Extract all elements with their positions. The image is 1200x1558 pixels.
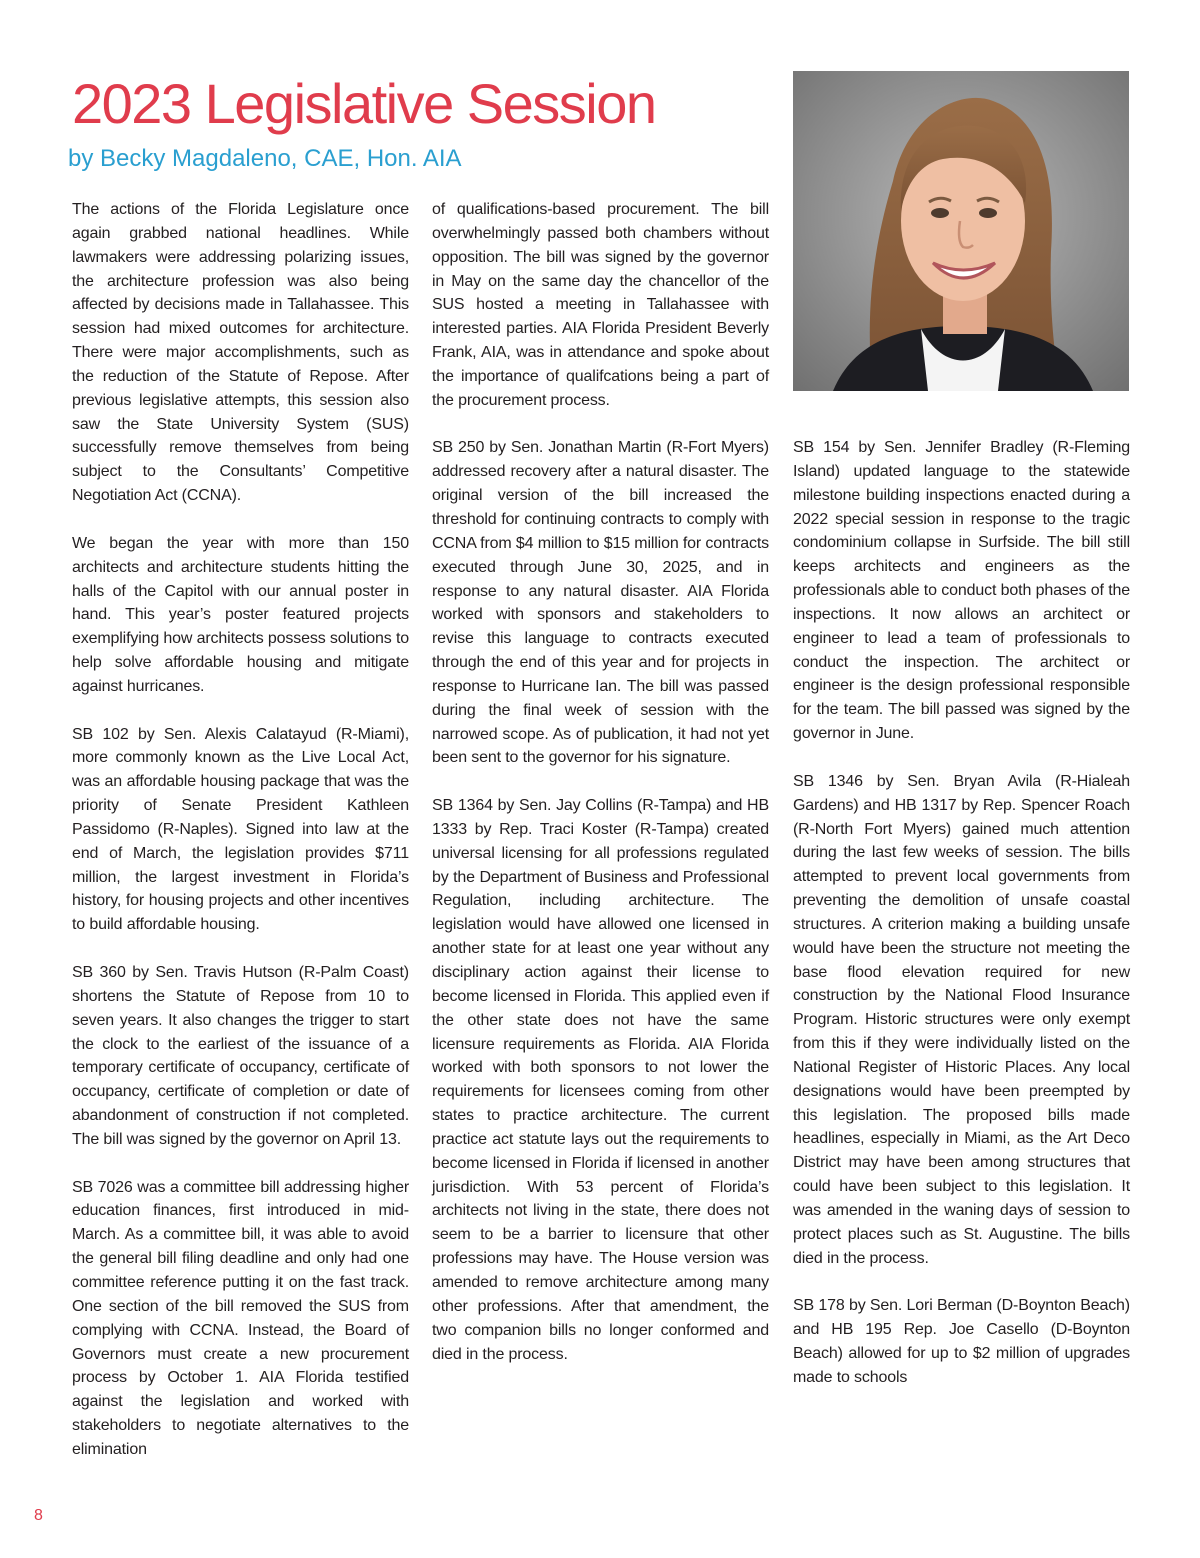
article-title: 2023 Legislative Session	[72, 72, 656, 135]
page-number: 8	[34, 1507, 43, 1524]
paragraph: SB 102 by Sen. Alexis Calatayud (R-Miami), more commonly known as the Live Local Act, was an affordable housing package that was the priority of Senate President Kathleen Passidomo (R-Naples). Signed into law at the end of March, the legislation provides $711 million, the largest investment in Florida’s history, for housing projects and other incentives to build affordable housing.	[72, 725, 409, 934]
paragraph: SB 154 by Sen. Jennifer Bradley (R-Fleming Island) updated language to the statewide milestone building inspections enacted during a 2022 special session in response to the tragic condominium collapse in Surfside. The bill still keeps architects and engineers as the professionals able to conduct both phases of the inspections. It now allows an architect or engineer to lead a team of professionals to conduct the inspection. The architect or engineer is the design professional responsible for the team. The bill passed was signed by the governor in June.	[793, 439, 1130, 743]
paragraph: We began the year with more than 150 architects and architecture students hitting the halls of the Capitol with our annual poster in hand. This year’s poster featured projects exemplifying how architects possess solutions to help solve affordable housing and mitigate against hurricanes.	[72, 534, 409, 695]
article-column-2	[432, 198, 769, 1366]
paragraph: SB 1364 by Sen. Jay Collins (R-Tampa) and HB 1333 by Rep. Traci Koster (R-Tampa) created universal licensing for all professions regulated by the Department of Business and Professional Regulation, including architecture. The legislation would have allowed one licensed in another state for at least one year without any disciplinary action against their license to become licensed in Florida. This applied even if the other state does not have the same licensure requirements as Florida. AIA Florida worked with both sponsors to not lower the requirements for licensees coming from other states to practice architecture. The current practice act statute lays out the requirements to become licensed in Florida if licensed in another jurisdiction. With 53 percent of Florida’s architects not living in the state, there does not seem to be a barrier to licensure that other professions may have. The House version was amended to remove architecture among many other professions. After that amendment, the two companion bills no longer conformed and died in the process.	[432, 797, 769, 1363]
paragraph: SB 7026 was a committee bill addressing higher education finances, first introduced in mid-March. As a committee bill, it was able to avoid the general bill filing deadline and only had one committee reference putting it on the fast track. One section of the bill removed the SUS from complying with CCNA. Instead, the Board of Governors must create a new procurement process by October 1. AIA Florida testified against the legislation and worked with stakeholders to negotiate alternatives to the elimination	[72, 1178, 409, 1458]
paragraph: of qualifications-based procurement. The bill overwhelmingly passed both chambers without opposition. The bill was signed by the governor in May on the same day the chancellor of the SUS hosted a meeting in Tallahassee with interested parties. AIA Florida President Beverly Frank, AIA, was in attendance and spoke about the importance of qualifcations being a part of the procurement process.	[432, 201, 769, 409]
article-column-3	[793, 436, 1130, 1390]
article-byline: by Becky Magdaleno, CAE, Hon. AIA	[68, 145, 462, 172]
paragraph: SB 250 by Sen. Jonathan Martin (R-Fort Myers) addressed recovery after a natural disaster. The original version of the bill increased the threshold for continuing contracts to comply with CCNA from $4 million to $15 million for contracts executed through June 30, 2025, and in response to any natural disaster. AIA Florida worked with sponsors and stakeholders to revise this language to contracts executed through the end of this year and for projects in response to Hurricane Ian. The bill was passed during the final week of session with the narrowed scope. As of publication, it had not yet been sent to the governor for his signature.	[432, 439, 769, 767]
paragraph: SB 1346 by Sen. Bryan Avila (R-Hialeah Gardens) and HB 1317 by Rep. Spencer Roach (R-North Fort Myers) gained much attention during the last few weeks of session. The bills attempted to prevent local governments from preventing the demolition of unsafe coastal structures. A criterion making a building unsafe would have been the structure not meeting the base flood elevation required for new construction by the National Flood Insurance Program. Historic structures were only exempt from this if they were individually listed on the National Register of Historic Places. Any local designations would have been preempted by this legislation. The proposed bills made headlines, especially in Miami, as the Art Deco District may have been among structures that could have been subject to this legislation. It was amended in the waning days of session to protect places such as St. Augustine. The bills died in the process.	[793, 772, 1130, 1267]
paragraph: The actions of the Florida Legislature once again grabbed national headlines. While lawmakers were addressing polarizing issues, the architecture profession was also being affected by decisions made in Tallahassee. This session had mixed outcomes for architecture. There were major accomplishments, such as the reduction of the Statute of Repose. After previous legislative attempts, this session also saw the State University System (SUS) successfully remove themselves from being subject to the Consultants’ Competitive Negotiation Act (CCNA).	[72, 201, 409, 505]
paragraph: SB 360 by Sen. Travis Hutson (R-Palm Coast) shortens the Statute of Repose from 10 to seven years. It also changes the trigger to start the clock to the earliest of the issuance of a temporary certificate of occupancy, certificate of occupancy, certificate of completion or date of abandonment of construction if not completed. The bill was signed by the governor on April 13.	[72, 964, 409, 1148]
paragraph: SB 178 by Sen. Lori Berman (D-Boynton Beach) and HB 195 Rep. Joe Casello (D-Boynton Beach) allowed for up to $2 million of upgrades made to schools	[793, 1297, 1130, 1386]
article-column-1	[72, 198, 409, 1462]
author-portrait-photo	[793, 71, 1129, 391]
